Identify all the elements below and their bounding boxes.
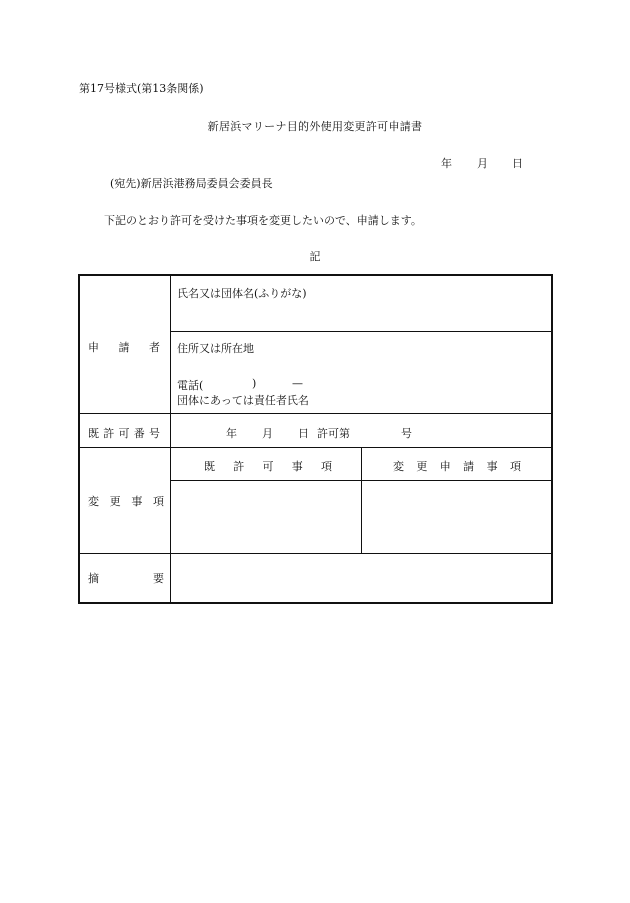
date-year: 年: [441, 157, 452, 170]
permit-prefix-label: 許可第: [317, 427, 350, 440]
row-divider: [80, 447, 553, 448]
date-month: 月: [477, 157, 488, 170]
row-divider: [170, 331, 553, 332]
existing-permit-items-header: 既 許 可 事 項: [204, 460, 332, 473]
applicant-label: 申 請 者: [88, 341, 160, 354]
change-items-label: 変 更 事 項: [88, 495, 164, 508]
permit-day-label: 日: [298, 427, 309, 440]
permit-year-label: 年: [226, 427, 237, 440]
change-request-items-header: 変 更 申 請 事 項: [393, 460, 521, 473]
request-text: 下記のとおり許可を受けた事項を変更したいので、申請します。: [104, 214, 422, 227]
ki-heading: 記: [309, 250, 321, 263]
permit-month-label: 月: [262, 427, 273, 440]
form-number: 第17号様式(第13条関係): [79, 82, 204, 95]
representative-field-label: 団体にあっては責任者氏名: [177, 394, 309, 407]
permit-number-suffix: 号: [401, 427, 412, 440]
date-day: 日: [512, 157, 523, 170]
phone-field-label: 電話(: [177, 379, 204, 392]
summary-label: 摘 要: [88, 572, 164, 585]
address-field-label: 住所又は所在地: [177, 342, 254, 355]
application-table: [78, 274, 553, 604]
row-divider: [80, 413, 553, 414]
existing-permit-number-label: 既 許 可 番 号: [88, 427, 160, 440]
name-field-label: 氏名又は団体名(ふりがな): [177, 287, 307, 300]
document-title: 新居浜マリーナ目的外使用変更許可申請書: [207, 120, 423, 133]
row-divider: [80, 553, 553, 554]
addressee: (宛先)新居浜港務局委員会委員長: [110, 177, 273, 190]
phone-paren-close: ): [252, 377, 257, 390]
phone-dash: —: [292, 377, 303, 390]
change-column-divider: [361, 447, 362, 553]
label-column-divider: [170, 276, 171, 602]
